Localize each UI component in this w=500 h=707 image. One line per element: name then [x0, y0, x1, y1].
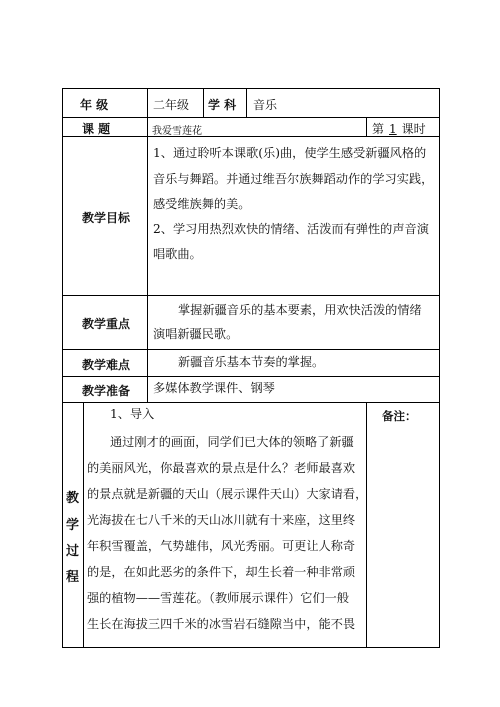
key-points-label: 教学重点 [82, 317, 131, 331]
remarks-label: 备注： [382, 409, 417, 423]
grade-value: 二年级 [153, 98, 190, 112]
objectives-line: 感受维族舞的美。 [153, 197, 251, 211]
preparation-label: 教学准备 [82, 384, 131, 398]
row-divider [62, 117, 440, 118]
row-divider [62, 376, 440, 377]
process-line: 光海拔在七八千米的天山冰川就有十来座，这里终 [87, 513, 356, 527]
process-line: 1、导入 [110, 407, 155, 421]
period-number: 1 [389, 122, 397, 136]
subject-label: 学 科 [208, 98, 237, 112]
row-divider [62, 402, 440, 403]
column-divider [246, 88, 247, 117]
period-prefix: 第 [372, 122, 385, 136]
objectives-line: 音乐与舞蹈。并通过维吾尔族舞蹈动作的学习实践， [153, 172, 434, 186]
row-divider [62, 349, 440, 350]
process-label-char: 过 [66, 544, 80, 559]
process-line: 的是，在如此恶劣的条件下，却生长着一种非常顽 [87, 565, 356, 579]
objectives-line: 唱歌曲。 [153, 247, 202, 261]
key-points-line: 掌握新疆音乐的基本要素，用欢快活泼的情绪 [178, 303, 422, 317]
process-line: 的景点就是新疆的天山（展示课件天山）大家请看， [87, 487, 368, 501]
topic-value: 我爱雪莲花 [152, 126, 202, 137]
column-divider [366, 117, 367, 136]
process-label-char: 程 [66, 570, 80, 585]
subject-value: 音乐 [253, 98, 278, 112]
period-info [372, 120, 426, 137]
row-divider [62, 295, 440, 296]
topic-label: 课 题 [82, 122, 111, 136]
objectives-line: 1、通过聆听本课歌(乐)曲，使学生感受新疆风格的 [153, 146, 427, 160]
difficulties-value: 新疆音乐基本节奏的掌握。 [178, 355, 325, 369]
preparation-value: 多媒体教学课件、钢琴 [153, 381, 275, 395]
process-line: 通过刚才的画面，同学们已大体的领略了新疆 [110, 435, 354, 449]
difficulties-label: 教学难点 [82, 358, 131, 372]
column-divider [366, 402, 367, 648]
key-points-line: 演唱新疆民歌。 [153, 327, 239, 341]
period-suffix: 课时 [401, 122, 426, 136]
column-divider [83, 402, 84, 648]
grade-label: 年 级 [80, 98, 109, 112]
objectives-line: 2、学习用热烈欢快的情绪、活泼而有弹性的声音演 [153, 222, 429, 236]
column-divider [147, 88, 148, 402]
objectives-label: 教学目标 [82, 211, 131, 225]
process-line: 的美丽风光，你最喜欢的景点是什么？老师最喜欢 [87, 461, 356, 475]
process-label-char: 教 [66, 491, 80, 506]
process-line: 生长在海拔三四千米的冰雪岩石缝隙当中，能不畏 [87, 617, 356, 631]
process-line: 年积雪覆盖，气势雄伟，风光秀丽。可更让人称奇 [87, 539, 356, 553]
column-divider [203, 88, 204, 117]
process-label-char: 学 [66, 518, 80, 533]
process-line: 强的植物——雪莲花。（教师展示课件）它们一般 [87, 591, 350, 605]
